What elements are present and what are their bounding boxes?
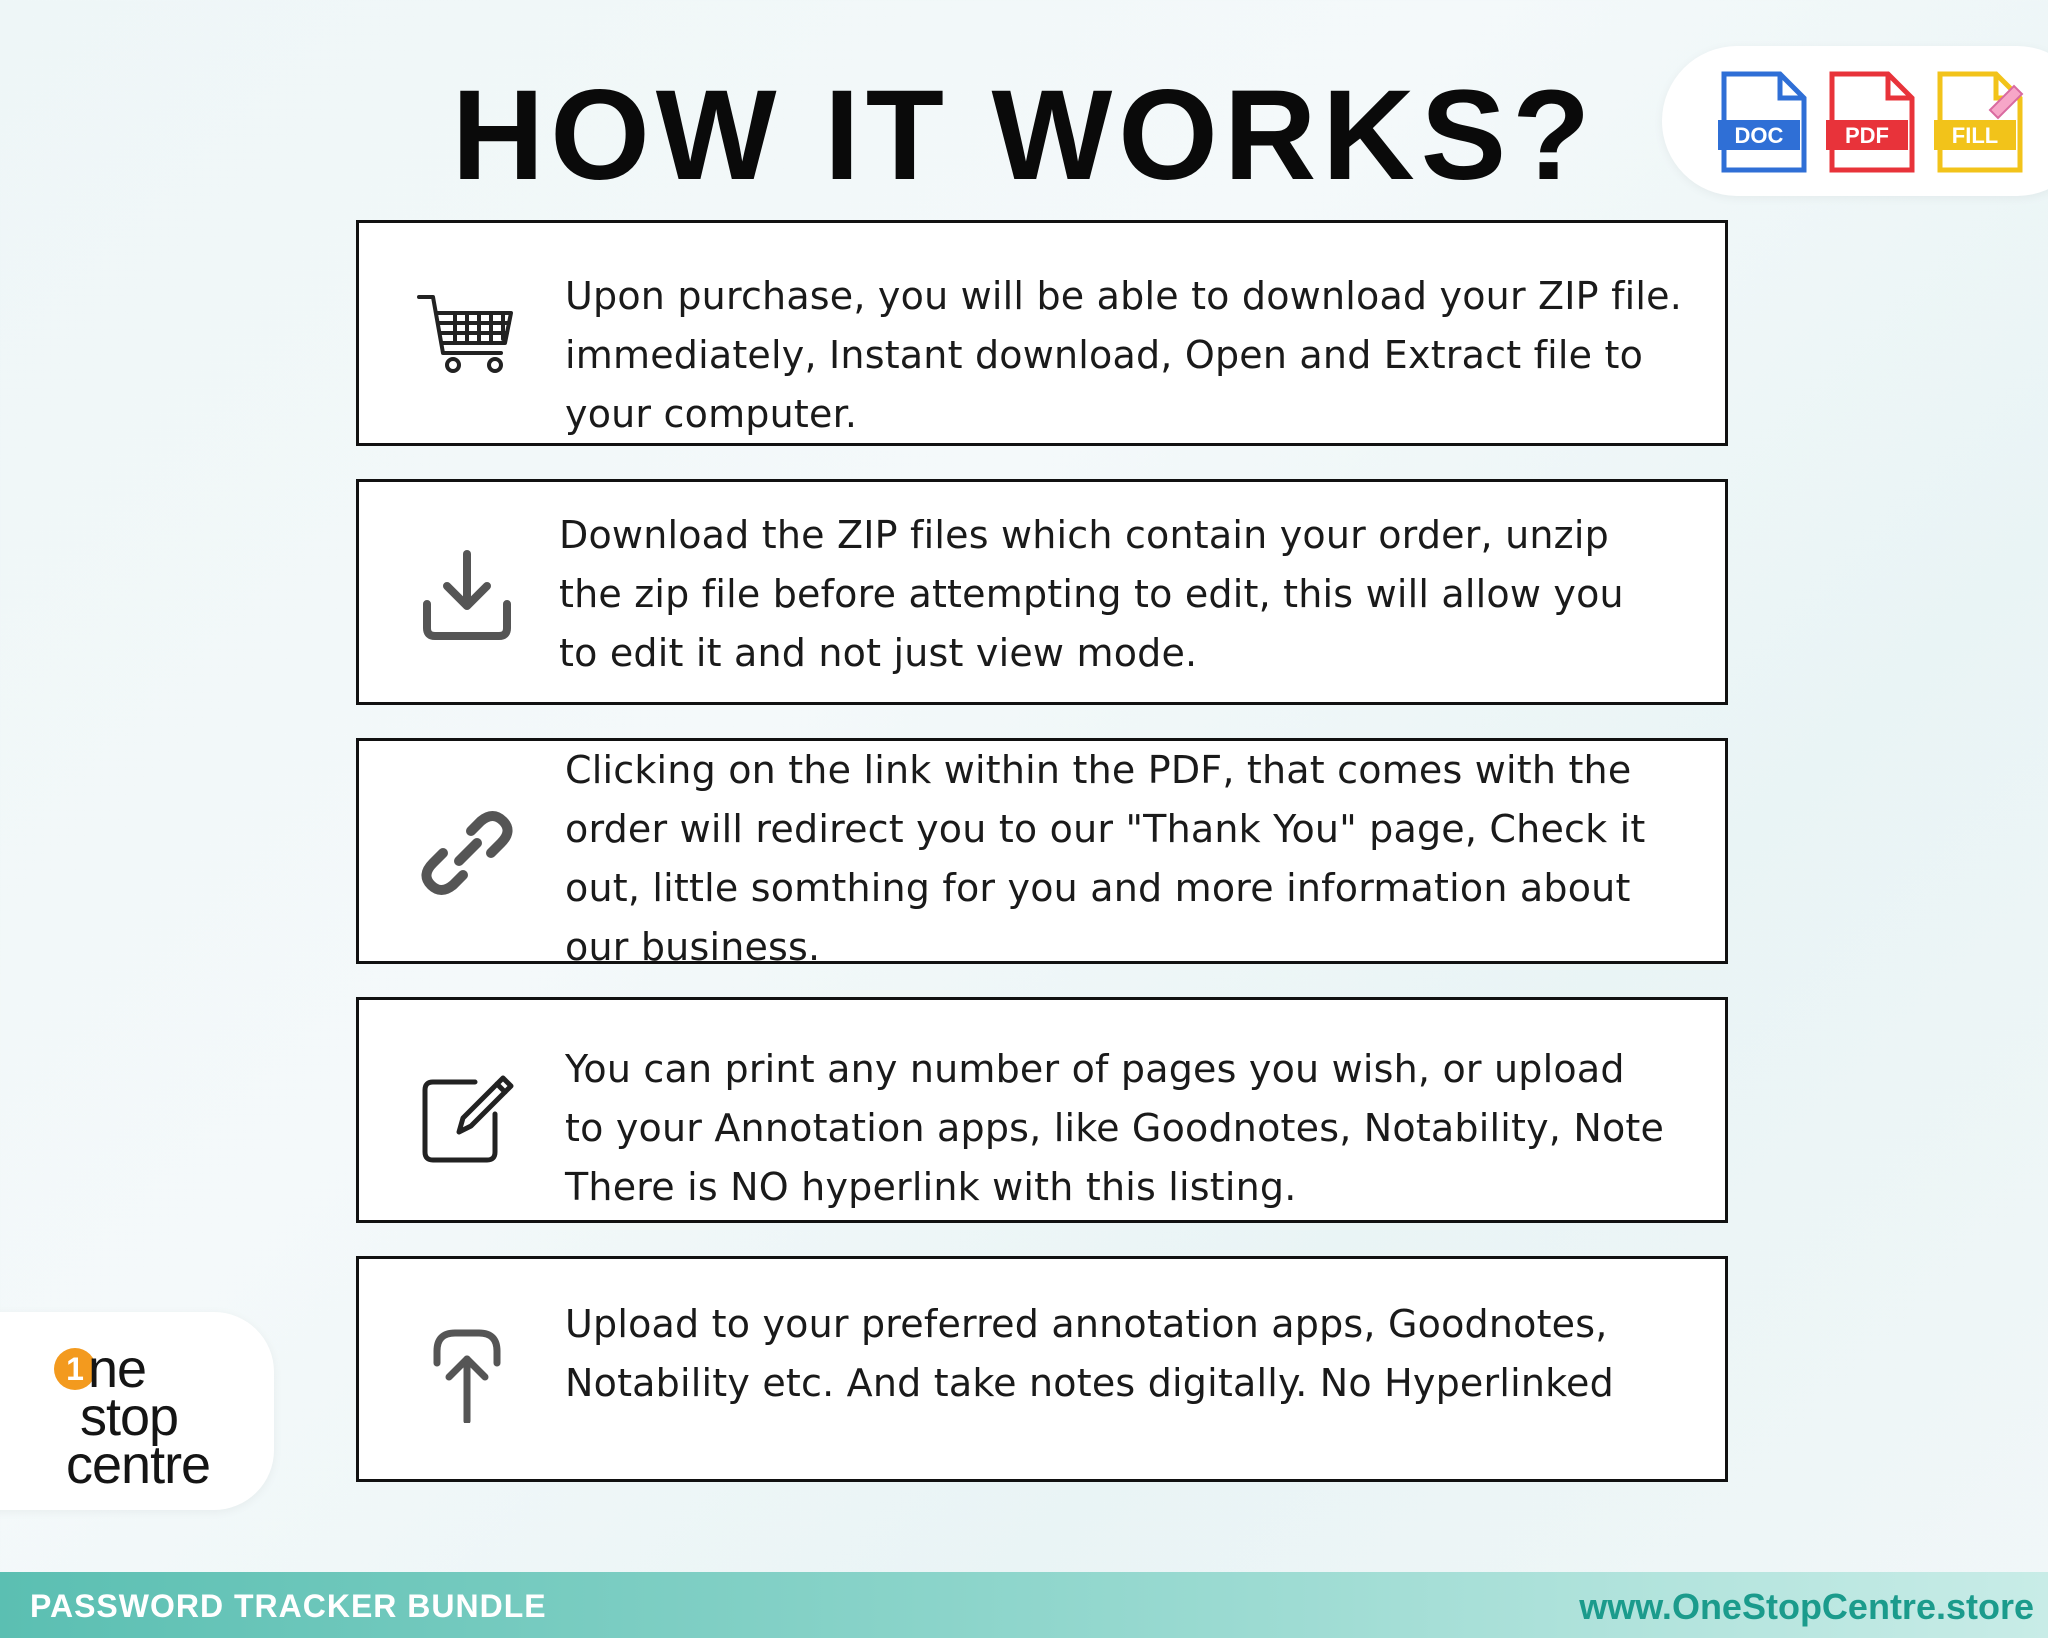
upload-icon <box>415 1319 519 1423</box>
page-title: HOW IT WORKS? <box>451 64 1597 207</box>
fill-badge-label: FILL <box>1951 123 1999 148</box>
shopping-cart-icon <box>415 283 519 387</box>
doc-file-icon <box>1718 70 1810 174</box>
pdf-file-icon <box>1826 70 1918 174</box>
step-text: Clicking on the link within the PDF, that comes with the order will redirect you to our "Thank You" page, Check it out, little somthing for you and more information about our business. <box>565 748 1646 969</box>
step-card-link <box>356 738 1728 969</box>
step-text: You can print any number of pages you wish, or upload to your Annotation apps, like Goodnotes, Notability, Note There is NO hyperlink with this listing. <box>565 1047 1665 1209</box>
footer-bar <box>0 1572 2048 1638</box>
logo-text-stop: stop <box>80 1387 179 1447</box>
fill-file-icon <box>1934 70 2026 174</box>
step-text: Download the ZIP files which contain your order, unzip the zip file before attempting to edit, this will allow you to edit it and not just view mode. <box>559 513 1624 675</box>
link-icon <box>415 801 519 905</box>
download-icon <box>415 542 519 646</box>
step-text: Upload to your preferred annotation apps, Goodnotes, Notability etc. And take notes digitally. No Hyperlinked <box>565 1302 1614 1405</box>
logo-text-ne: ne <box>88 1339 147 1399</box>
step-card-print <box>356 997 1728 1223</box>
logo-digit: 1 <box>54 1348 96 1390</box>
step-card-upload <box>356 1256 1728 1482</box>
edit-icon <box>415 1060 519 1164</box>
logo-text-centre: centre <box>66 1435 211 1495</box>
logo-panel <box>0 1312 274 1510</box>
step-card-purchase <box>356 220 1728 446</box>
product-name: PASSWORD TRACKER BUNDLE <box>30 1588 547 1624</box>
step-text: Upon purchase, you will be able to download your ZIP file. immediately, Instant download, Open and Extract file to your computer. <box>565 274 1683 436</box>
website-link[interactable]: www.OneStopCentre.store <box>1579 1586 2034 1627</box>
doc-badge-label: DOC <box>1734 123 1784 148</box>
step-card-download <box>356 479 1728 705</box>
pdf-badge-label: PDF <box>1845 123 1889 148</box>
